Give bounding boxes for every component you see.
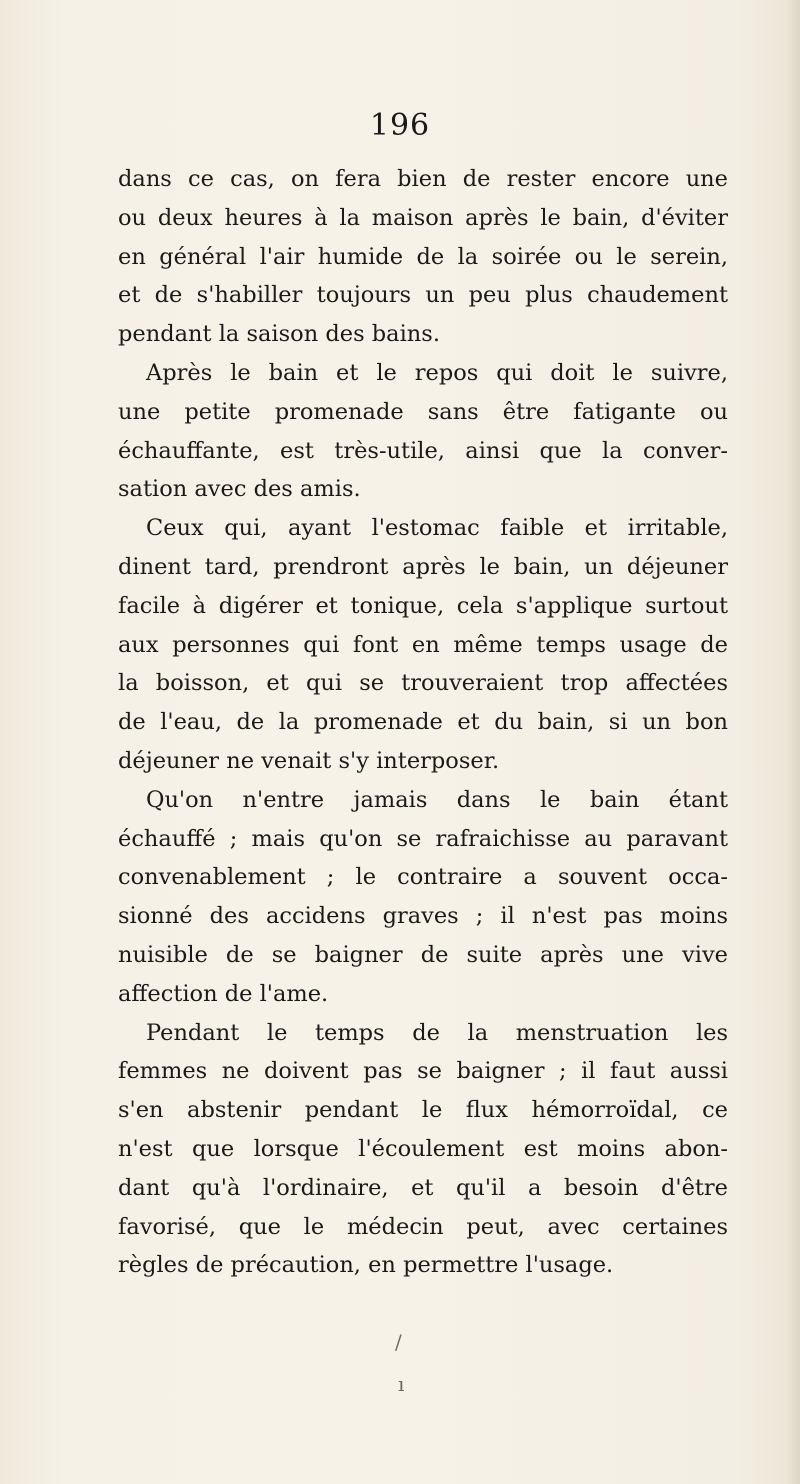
stray-mark: ı: [398, 1372, 405, 1396]
text-line: s'en abstenir pendant le flux hémorroïdal, ce: [118, 1097, 728, 1124]
body-text: [118, 160, 728, 1285]
text-line: règles de précaution, en permettre l'usage.: [118, 1252, 614, 1279]
text-line: pendant la saison des bains.: [118, 321, 440, 348]
page-number: 196: [369, 108, 431, 143]
text-line: échauffante, est très-utile, ainsi que la conver-: [118, 437, 728, 464]
text-line: déjeuner ne venait s'y interposer.: [118, 747, 500, 774]
text-line: sionné des accidens graves ; il n'est pas moins: [118, 903, 728, 930]
text-line: Pendant le temps de la menstruation les: [146, 1019, 728, 1046]
text-line: une petite promenade sans être fatigante ou: [118, 398, 728, 425]
text-line: Après le bain et le repos qui doit le suivre,: [146, 359, 728, 386]
text-line: la boisson, et qui se trouveraient trop affectées: [118, 670, 728, 697]
text-line: de l'eau, de la promenade et du bain, si un bon: [118, 709, 728, 736]
text-line: en général l'air humide de la soirée ou le serein,: [118, 243, 728, 270]
text-line: dant qu'à l'ordinaire, et qu'il a besoin d'être: [118, 1174, 728, 1201]
text-line: Ceux qui, ayant l'estomac faible et irritable,: [146, 515, 728, 542]
text-line: nuisible de se baigner de suite après une vive: [118, 941, 728, 968]
text-line: convenablement ; le contraire a souvent occa-: [118, 864, 728, 891]
text-line: aux personnes qui font en même temps usage de: [118, 631, 728, 658]
text-line: et de s'habiller toujours un peu plus chaudement: [118, 282, 728, 309]
text-line: dinent tard, prendront après le bain, un déjeuner: [118, 553, 728, 580]
text-line: n'est que lorsque l'écoulement est moins abon-: [118, 1135, 728, 1162]
text-line: Qu'on n'entre jamais dans le bain étant: [146, 786, 728, 813]
text-line: échauffé ; mais qu'on se rafraichisse au paravant: [118, 825, 728, 852]
stray-mark: /: [395, 1330, 402, 1354]
text-line: ou deux heures à la maison après le bain, d'éviter: [118, 204, 728, 231]
text-line: affection de l'ame.: [118, 980, 329, 1007]
text-line: facile à digérer et tonique, cela s'applique surtout: [118, 592, 728, 619]
text-line: sation avec des amis.: [118, 476, 361, 503]
text-line: favorisé, que le médecin peut, avec certaines: [118, 1213, 728, 1240]
text-line: femmes ne doivent pas se baigner ; il faut aussi: [118, 1058, 728, 1085]
page-edge-shadow: [786, 0, 800, 1484]
text-line: dans ce cas, on fera bien de rester encore une: [118, 166, 728, 192]
